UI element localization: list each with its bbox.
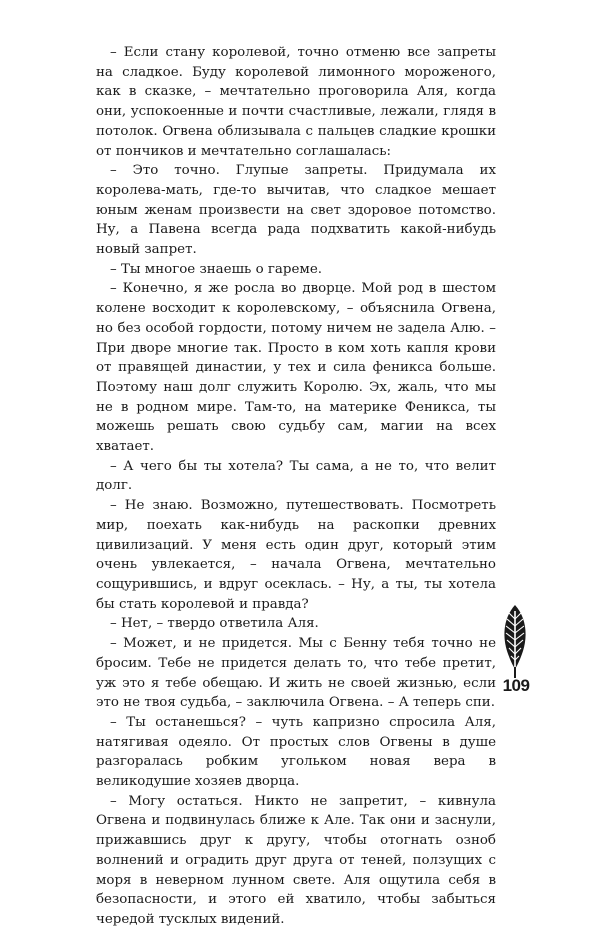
page-number: 109 [502,676,530,695]
paragraph: – Могу остаться. Никто не запретит, – кивнула Огвена и подвинулась ближе к Але. Так они и заснули, прижавшись друг к другу, чтобы отогнать озноб волнений и оградить друг друга от теней, ползущих с моря в неверном лунном свете. Аля ощутила себя в безопасности, и этого ей хватило, чтобы забыться чередой тусклых видений. [96,793,496,927]
feather-icon [501,603,529,679]
body-text [96,43,496,930]
paragraph: – Нет, – твердо ответила Аля. [110,616,319,632]
paragraph: – Если стану королевой, точно отменю все запреты на сладкое. Буду королевой лимонного мороженого, как в сказке, – мечтательно проговорила Аля, когда они, успокоенные и почти счастливые, лежали, глядя в потолок. Огвена облизывала с пальцев сладкие крошки от пончиков и мечтательно соглашалась: [96,45,496,159]
paragraph: – Не знаю. Возможно, путешествовать. Посмотреть мир, поехать как-нибудь на раскопки древних цивилизаций. У меня есть один друг, который этим очень увлекается, – начала Огвена, мечтательно сощурившись, и вдруг осеклась. – Ну, а ты, ты хотела бы стать королевой и правда? [96,498,496,612]
paragraph: – Это точно. Глупые запреты. Придумала их королева-мать, где-то вычитав, что сладкое мешает юным женам произвести на свет здоровое потомство. Ну, а Павена всегда рада подхватить какой-нибудь новый запрет. [96,163,496,258]
paragraph: – А чего бы ты хотела? Ты сама, а не то, что велит долг. [96,458,496,494]
paragraph: – Ты останешься? – чуть капризно спросила Аля, натягивая одеяло. От простых слов Огвены в душе разгоралась робким угольком новая вера в великодушие хозяев дворца. [96,714,496,790]
paragraph: – Ты многое знаешь о гареме. [110,261,323,277]
paragraph: – Конечно, я же росла во дворце. Мой род в шестом колене восходит к королевскому, – объяснила Огвена, но без особой гордости, потому ничем не задела Алю. – При дворе многие так. Просто в ком хоть капля крови от правящей династии, у тех и сила феникса больше. Поэтому наш долг служить Королю. Эх, жаль, что мы не в родном мире. Там-то, на материке Феникса, ты можешь решать свою судьбу сам, магии на всех хватает. [96,281,496,455]
paragraph: – Может, и не придется. Мы с Бенну тебя точно не бросим. Тебе не придется делать то, что тебе претит, уж это я тебе обещаю. И жить не своей жизнью, если это не твоя судьба, – заключила Огвена. – А теперь спи. [96,636,496,711]
